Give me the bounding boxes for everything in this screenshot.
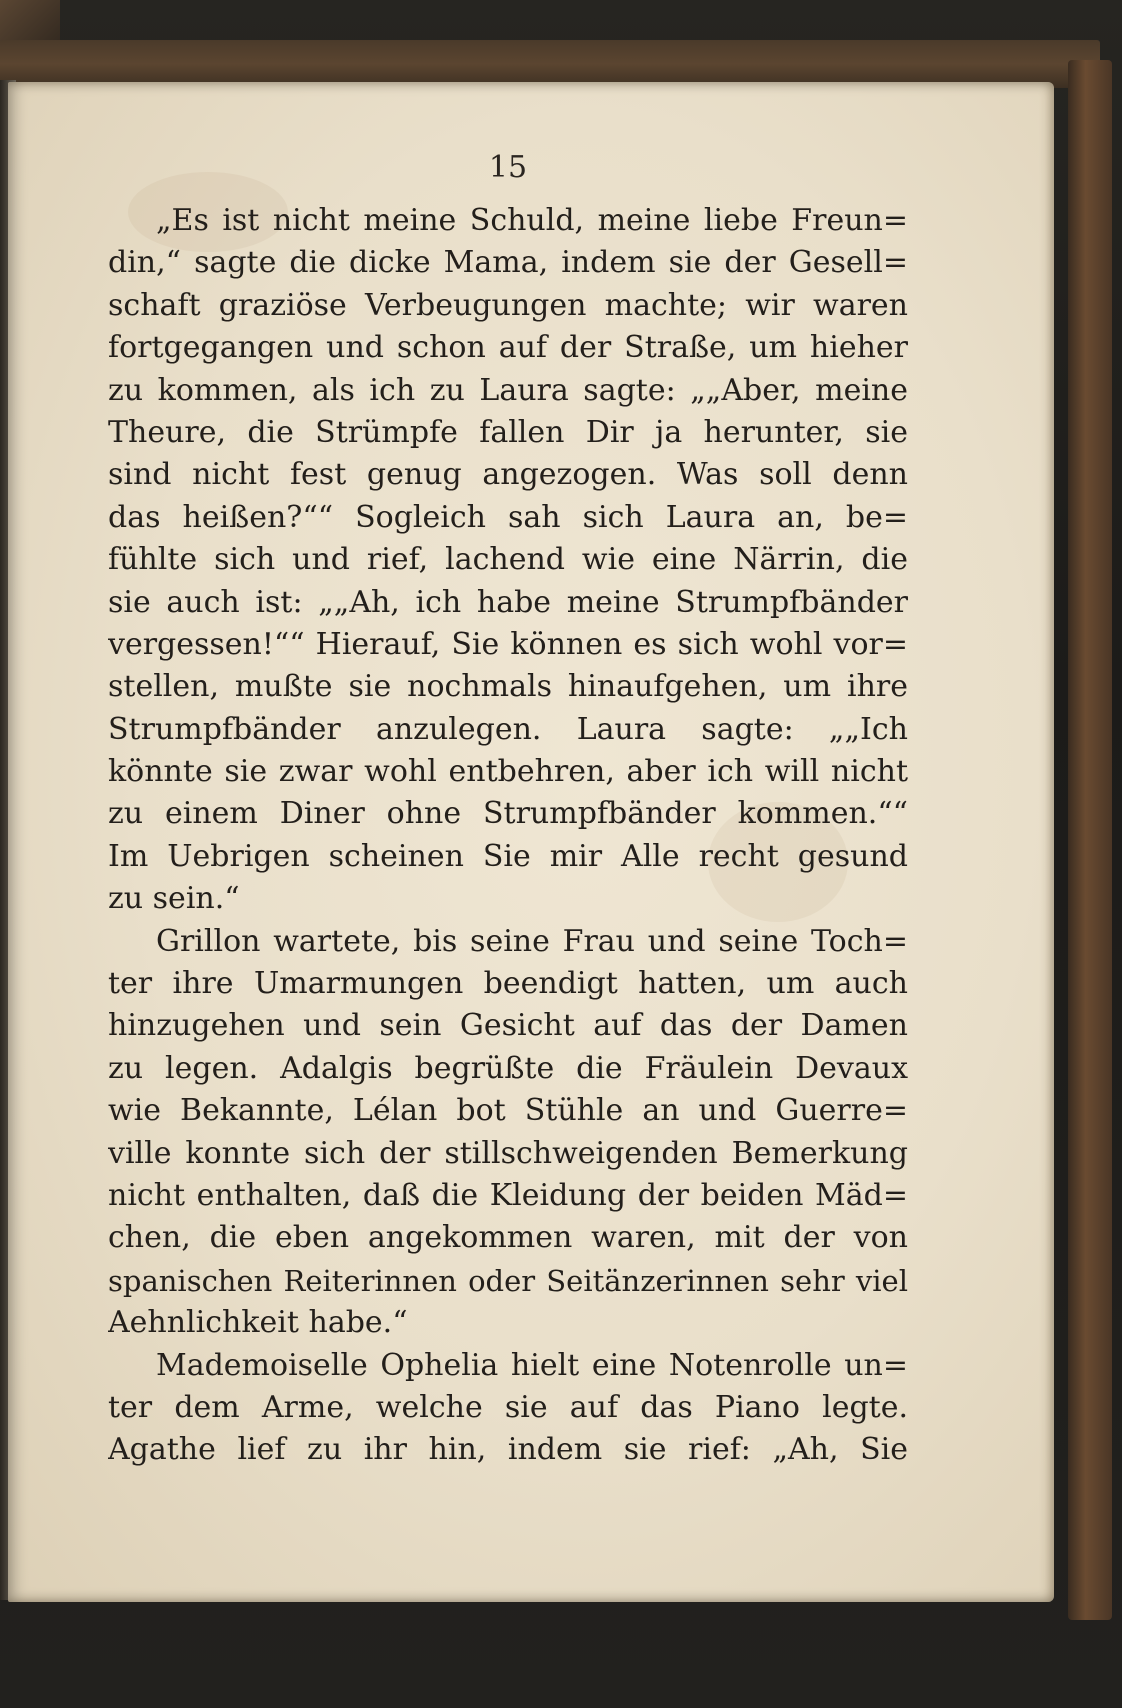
text-line: zu legen. Adalgis begrüßte die Fräulein Devaux [108,1050,908,1086]
text-line: Grillon wartete, bis seine Frau und seine Toch= [156,923,908,959]
text-line: zu kommen, als ich zu Laura sagte: „„Aber, meine [108,372,908,408]
text-line: wie Bekannte, Lélan bot Stühle an und Guerre= [108,1093,908,1129]
text-line: „Es ist nicht meine Schuld, meine liebe Freun= [156,203,908,238]
text-line: ville konnte sich der stillschweigenden Bemerkung [108,1135,908,1171]
text-line: Agathe lief zu ihr hin, indem sie rief: „Ah, Sie [108,1432,908,1468]
text-line: hinzugehen und sein Gesicht auf das der Damen [108,1008,908,1044]
book-page [8,82,1054,1602]
text-line: sie auch ist: „„Ah, ich habe meine Strumpfbänder [108,584,908,620]
text-line: sind nicht fest genug angezogen. Was soll denn [108,457,908,493]
text-line: fortgegangen und schon auf der Straße, um hieher [108,330,908,366]
text-line: Aehnlichkeit habe.“ [108,1305,408,1341]
text-line: spanischen Reiterinnen oder Seitänzerinnen sehr viel [108,1263,908,1298]
text-line: das heißen?““ Sogleich sah sich Laura an, be= [108,499,908,535]
body-text [108,200,908,1472]
book-cover-right-edge [1068,60,1112,1620]
text-line: zu einem Diner ohne Strumpfbänder kommen.““ [108,796,908,832]
text-line: Im Uebrigen scheinen Sie mir Alle recht gesund [108,838,908,874]
text-line: zu sein.“ [108,881,240,917]
text-line: Strumpfbänder anzulegen. Laura sagte: „„Ich [108,711,908,747]
text-line: ter ihre Umarmungen beendigt hatten, um auch [108,966,908,1002]
text-line: Theure, die Strümpfe fallen Dir ja herunter, sie [108,414,908,450]
text-line: fühlte sich und rief, lachend wie eine Närrin, die [108,542,908,578]
text-line: stellen, mußte sie nochmals hinaufgehen, um ihre [108,669,908,705]
text-line: vergessen!““ Hierauf, Sie können es sich wohl vor= [108,626,908,662]
text-line: Mademoiselle Ophelia hielt eine Notenrolle un= [156,1347,908,1383]
text-line: chen, die eben angekommen waren, mit der von [108,1220,908,1256]
book-cover-top-edge [0,40,1100,88]
text-line: schaft graziöse Verbeugungen machte; wir waren [108,287,908,323]
text-line: ter dem Arme, welche sie auf das Piano legte. [108,1389,908,1425]
text-line: könnte sie zwar wohl entbehren, aber ich will nicht [108,754,908,790]
page-number: 15 [488,150,528,185]
text-line: nicht enthalten, daß die Kleidung der beiden Mäd= [108,1177,908,1213]
text-line: din,“ sagte die dicke Mama, indem sie der Gesell= [108,245,908,281]
